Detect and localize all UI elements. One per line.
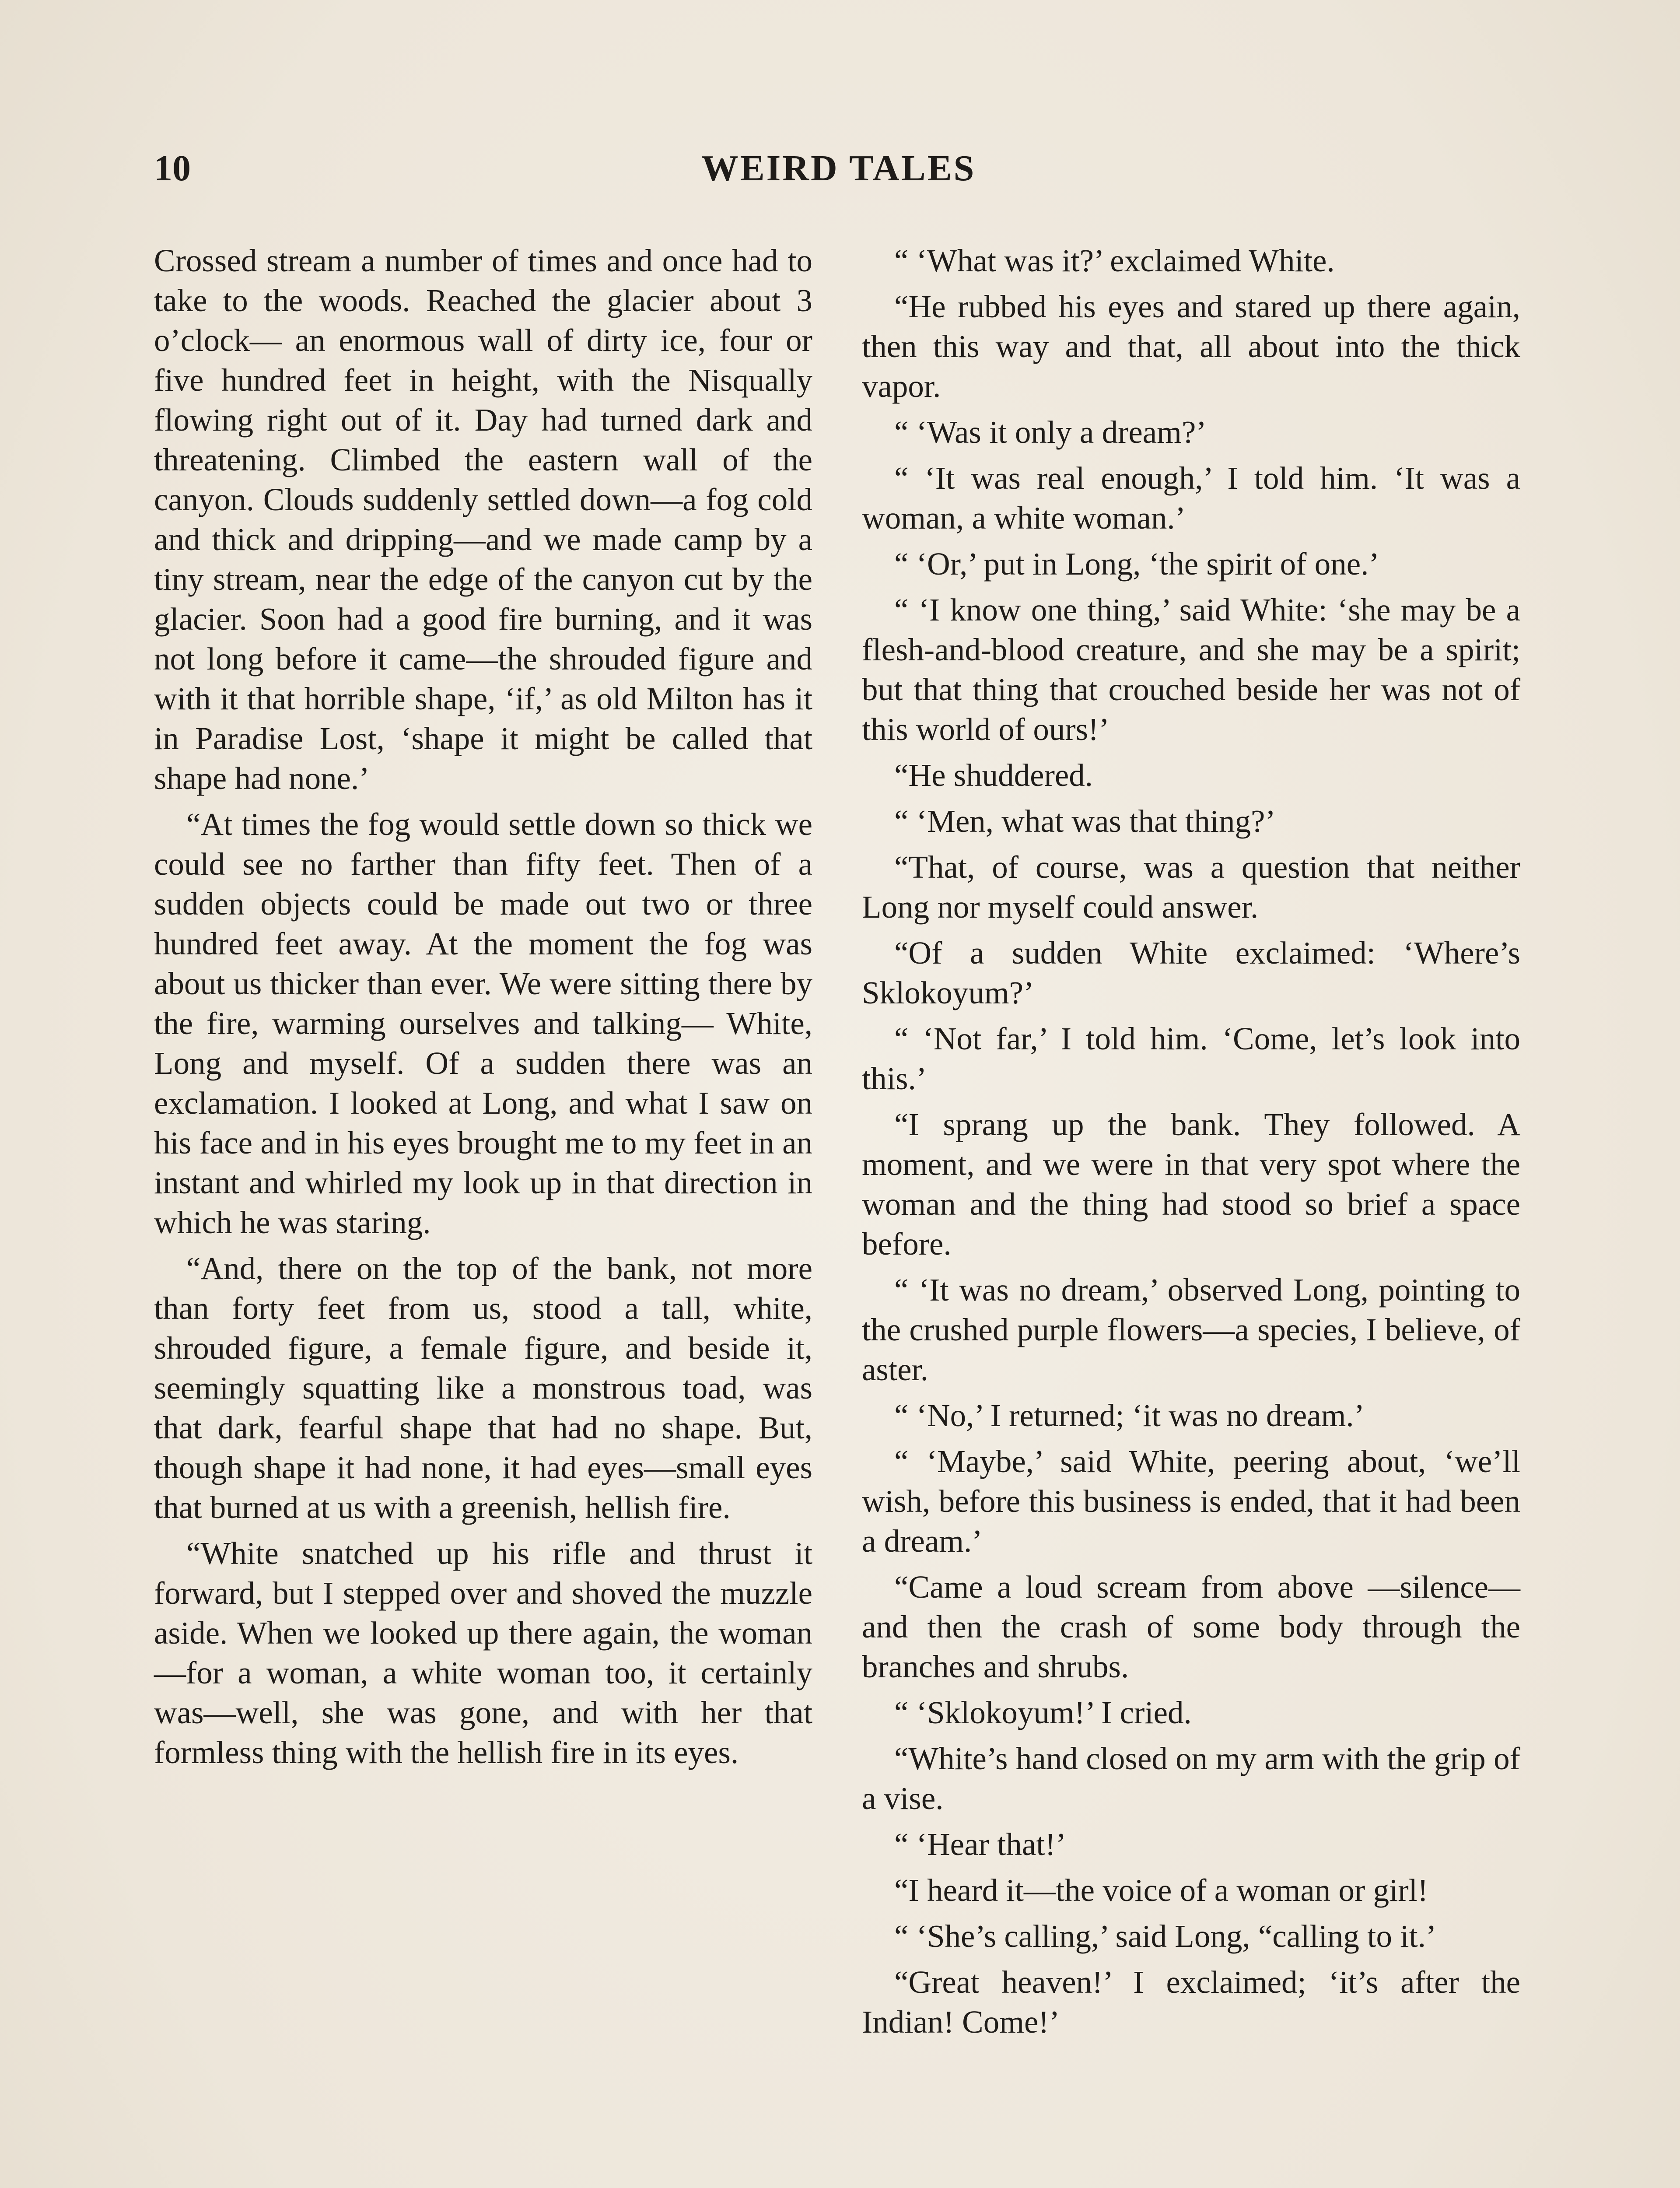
paragraph: “He shuddered. — [894, 757, 1093, 793]
paragraph: “ ‘It was no dream,’ observed Long, pointing to the crushed purple flowers—a species, I believe, of aster. — [862, 1272, 1520, 1387]
paragraph: “ ‘Or,’ put in Long, ‘the spirit of one.’ — [894, 546, 1379, 582]
paragraph: “ ‘Maybe,’ said White, peering about, ‘we’ll wish, before this business is ended, that it had been a dream.’ — [862, 1444, 1520, 1559]
paragraph: “ ‘She’s calling,’ said Long, “calling to it.’ — [894, 1918, 1437, 1954]
paragraph: “ ‘No,’ I returned; ‘it was no dream.’ — [894, 1398, 1365, 1433]
page-number: 10 — [154, 148, 191, 189]
paragraph: “And, there on the top of the bank, not more than forty feet from us, stood a tall, white, shrouded figure, a female figure, and beside it, seemingly squatting like a monstrous toad, was that dark, fearful shape that had no shape. But, though shape it had none, it had eyes—small eyes that burned at us with a greenish, hellish fire. — [154, 1251, 812, 1525]
paragraph: “ ‘It was real enough,’ I told him. ‘It was a woman, a white woman.’ — [862, 460, 1520, 536]
paragraph: “ ‘Hear that!’ — [894, 1827, 1067, 1862]
right-column — [862, 241, 1520, 2048]
paragraph: “ ‘I know one thing,’ said White: ‘she may be a flesh-and-blood creature, and she may be a spirit; but that thing that crouched beside her was not of this world of ours!’ — [862, 592, 1520, 747]
paragraph: “I heard it—the voice of a woman or girl! — [894, 1872, 1428, 1908]
paragraph: “ ‘Men, what was that thing?’ — [894, 803, 1276, 839]
paragraph: “ ‘Was it only a dream?’ — [894, 414, 1207, 450]
paragraph: “He rubbed his eyes and stared up there again, then this way and that, all about into the thick vapor. — [862, 289, 1520, 404]
paragraph: “Came a loud scream from above —silence—and then the crash of some body through the branches and shrubs. — [862, 1569, 1520, 1684]
paragraph: Crossed stream a number of times and once had to take to the woods. Reached the glacier about 3 o’clock— an enormous wall of dirty ice, four or five hundred feet in height, with the Nisqually flowing right out of it. Day had turned dark and threatening. Climbed the eastern wall of the canyon. Clouds suddenly settled down—a fog cold and thick and dripping—and we made camp by a tiny stream, near the edge of the canyon cut by the glacier. Soon had a good fire burning, and it was not long before it came—the shrouded figure and with it that horrible shape, ‘if,’ as old Milton has it in Paradise Lost, ‘shape it might be called that shape had none.’ — [154, 243, 812, 796]
paragraph: “Of a sudden White exclaimed: ‘Where’s Sklokoyum?’ — [862, 935, 1520, 1010]
paragraph: “White’s hand closed on my arm with the grip of a vise. — [862, 1741, 1520, 1816]
paragraph: “I sprang up the bank. They followed. A moment, and we were in that very spot where the woman and the thing had stood so brief a space before. — [862, 1107, 1520, 1262]
page-header — [154, 144, 1523, 193]
left-column — [154, 241, 812, 1778]
paragraph: “At times the fog would settle down so thick we could see no farther than fifty feet. Then of a sudden objects could be made out two or three hundred feet away. At the moment the fog was about us thicker than ever. We were sitting there by the fire, warming ourselves and talking— White, Long and myself. Of a sudden there was an exclamation. I looked at Long, and what I saw on his face and in his eyes brought me to my feet in an instant and whirled my look up in that direction in which he was staring. — [154, 806, 812, 1240]
paragraph: “White snatched up his rifle and thrust it forward, but I stepped over and shoved the muzzle aside. When we looked up there again, the woman —for a woman, a white woman too, it certainly was—well, she was gone, and with her that formless thing with the hellish fire in its eyes. — [154, 1536, 812, 1770]
paragraph: “ ‘Sklokoyum!’ I cried. — [894, 1695, 1192, 1730]
paragraph: “ ‘What was it?’ exclaimed White. — [894, 243, 1335, 278]
paragraph: “That, of course, was a question that neither Long nor myself could answer. — [862, 849, 1520, 925]
running-title: WEIRD TALES — [701, 148, 976, 189]
paragraph: “Great heaven!’ I exclaimed; ‘it’s after the Indian! Come!’ — [862, 1964, 1520, 2040]
paragraph: “ ‘Not far,’ I told him. ‘Come, let’s look into this.’ — [862, 1021, 1520, 1096]
